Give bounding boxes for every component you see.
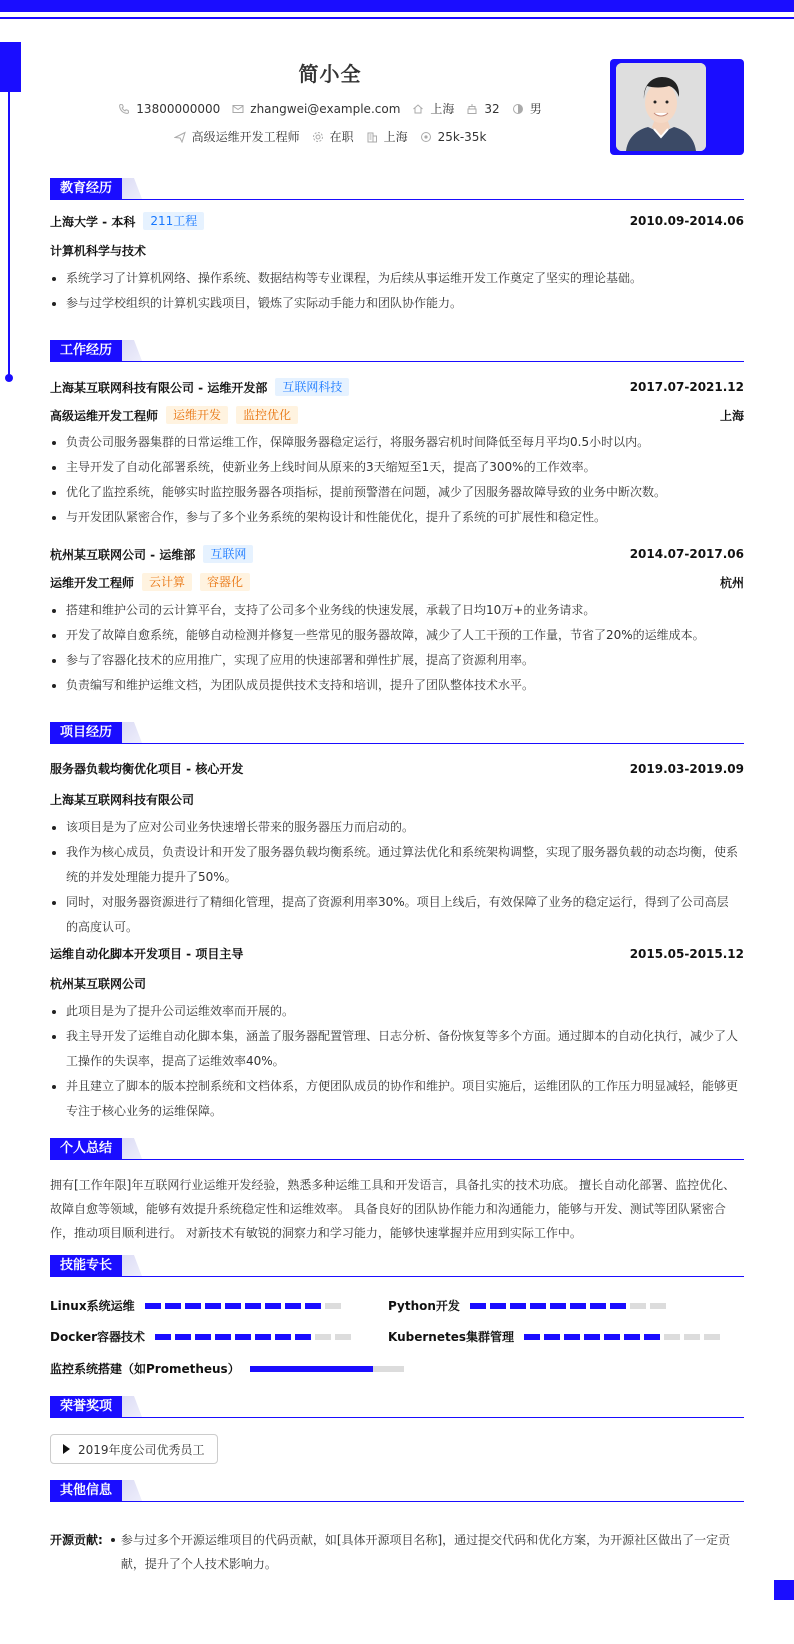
work-bullets [50, 430, 740, 530]
age-icon [466, 103, 478, 115]
other-label: 开源贡献: [50, 1533, 103, 1547]
section-title-tail [122, 1138, 142, 1159]
section-header-summary [50, 1136, 744, 1160]
skill-segment [245, 1303, 261, 1309]
skill-segment [510, 1303, 526, 1309]
section-divider [50, 743, 744, 744]
work-title-row [50, 573, 744, 591]
section-divider [50, 1159, 744, 1160]
building-icon [366, 131, 378, 143]
section-header-skills [50, 1253, 744, 1277]
list-item: 优化了监控系统，能够实时监控服务器各项指标，提前预警潜在问题，减少了因服务器故障导致的业务中断次数。 [50, 480, 740, 505]
section-title-tail [122, 722, 142, 743]
skill-segment [225, 1303, 241, 1309]
company-name: 上海某互联网科技有限公司 - 运维开发部 [50, 380, 268, 395]
list-item: 与开发团队紧密合作，参与了多个业务系统的架构设计和性能优化，提升了系统的可扩展性和稳定性。 [50, 505, 740, 530]
other-text: 参与过多个开源运维项目的代码贡献，如[具体开源项目名称]，通过提交代码和优化方案，为开源社区做出了一定贡献，提升了个人技术影响力。 [103, 1528, 744, 1576]
top-accent-bar [0, 0, 794, 12]
section-title: 荣誉奖项 [50, 1396, 122, 1417]
skill-segment [265, 1303, 281, 1309]
list-item: 同时，对服务器资源进行了精细化管理，提高了资源利用率30%。项目上线后，有效保障了业务的稳定运行，得到了公司高层的高度认可。 [50, 890, 740, 940]
skill-bar-fill [250, 1366, 373, 1372]
skill-bar [145, 1303, 345, 1309]
list-item: 负责公司服务器集群的日常运维工作，保障服务器稳定运行，将服务器宕机时间降低至每月平均0.5小时以内。 [50, 430, 740, 455]
summary-text: 拥有[工作年限]年互联网行业运维开发经验，熟悉多种运维工具和开发语言，具备扎实的技术功底。 擅长自动化部署、监控优化、故障自愈等领域，能够有效提升系统稳定性和运维效率。 具备良好的团队协作能力和沟通能力，能够与开发、测试等团队紧密合作，推动项目顺利进行。 对新技术有敏锐的洞察力和学习能力，能够快速掌握并应用到实际工作中。 [50, 1178, 736, 1240]
skill-segment [550, 1303, 566, 1309]
section-title-tail [122, 340, 142, 361]
email-value: zhangwei@example.com [250, 101, 401, 116]
section-divider [50, 361, 744, 362]
skill-segment [295, 1334, 311, 1340]
project-bullets [50, 999, 740, 1124]
email-item [232, 102, 400, 116]
education-major: 计算机科学与技术 [50, 244, 147, 258]
skill-segment [470, 1303, 486, 1309]
skill-segment [630, 1303, 646, 1309]
skill-segment [704, 1334, 720, 1340]
job-title: 高级运维开发工程师 [50, 408, 159, 423]
education-period: 2010.09-2014.06 [629, 214, 744, 228]
section-title: 其他信息 [50, 1480, 122, 1501]
skill-segment [624, 1334, 640, 1340]
status-value: 在职 [329, 130, 354, 144]
project-name: 服务器负载均衡优化项目 - 核心开发 [50, 762, 244, 776]
skill-segment [570, 1303, 586, 1309]
skill-segment [490, 1303, 506, 1309]
phone-item [118, 102, 220, 116]
candidate-name: 简小全 [298, 62, 362, 86]
list-item: 我作为核心成员，负责设计和开发了服务器负载均衡系统。通过算法优化和系统架构调整，实现了服务器负载的动态均衡，使系统的并发处理能力提升了50%。 [50, 840, 740, 890]
skill-segment [155, 1334, 171, 1340]
section-divider [50, 1501, 744, 1502]
skill-item [50, 1297, 345, 1314]
skill-segment [584, 1334, 600, 1340]
project-bullets [50, 815, 740, 940]
work-row [50, 378, 744, 396]
gender-value: 男 [529, 102, 542, 116]
skill-name: Python开发 [388, 1299, 460, 1313]
list-item: 此项目是为了提升公司运维效率而开展的。 [50, 999, 740, 1024]
section-title: 技能专长 [50, 1255, 122, 1276]
education-bullets [50, 266, 740, 316]
skill-segment [604, 1334, 620, 1340]
work-city: 上海 [719, 408, 744, 423]
contact-row [0, 100, 660, 117]
target-job-value: 高级运维开发工程师 [191, 130, 300, 144]
salary-item [420, 130, 487, 144]
skill-item [388, 1328, 724, 1345]
gender-icon [512, 103, 524, 115]
list-item: 参与过学校组织的计算机实践项目，锻炼了实际动手能力和团队协作能力。 [50, 291, 740, 316]
play-triangle-icon [63, 1444, 70, 1454]
section-header-other [50, 1478, 744, 1502]
skill-segment [275, 1334, 291, 1340]
skill-segment [684, 1334, 700, 1340]
skill-segment [650, 1303, 666, 1309]
section-header-work [50, 338, 744, 362]
job-tag: 容器化 [200, 573, 250, 591]
list-item: 并且建立了脚本的版本控制系统和文档体系，方便团队成员的协作和维护。项目实施后，运维团队的工作压力明显减轻，能够更专注于核心业务的运维保障。 [50, 1074, 740, 1124]
skill-segment [530, 1303, 546, 1309]
work-period: 2017.07-2021.12 [629, 380, 744, 394]
skill-segment [235, 1334, 251, 1340]
job-icon [174, 131, 186, 143]
project-period: 2019.03-2019.09 [629, 761, 744, 776]
section-divider [50, 199, 744, 200]
skill-name: Linux系统运维 [50, 1299, 135, 1313]
target-city-item [366, 128, 408, 145]
age-value: 32 [484, 101, 500, 116]
skill-segment [215, 1334, 231, 1340]
skill-segment [524, 1334, 540, 1340]
skill-item [388, 1297, 670, 1314]
location-value: 上海 [430, 102, 455, 116]
skill-segment [644, 1334, 660, 1340]
skill-segment [544, 1334, 560, 1340]
skill-bar [524, 1334, 724, 1340]
project-row [50, 945, 744, 962]
skill-item [50, 1360, 404, 1377]
skill-segment [175, 1334, 191, 1340]
work-city: 杭州 [719, 575, 744, 590]
gender-item [512, 100, 542, 117]
award-label: 2019年度公司优秀员工 [78, 1442, 205, 1457]
location-item [412, 100, 454, 117]
list-item: 搭建和维护公司的云计算平台，支持了公司多个业务线的快速发展，承载了日均10万+的业务请求。 [50, 598, 740, 623]
skill-segment [195, 1334, 211, 1340]
section-title: 工作经历 [50, 340, 122, 361]
mail-icon [232, 103, 244, 115]
skill-segment [325, 1303, 341, 1309]
work-row [50, 545, 744, 563]
section-header-projects [50, 720, 744, 744]
education-row [50, 212, 744, 230]
target-city-value: 上海 [383, 130, 408, 144]
section-title-tail [122, 178, 142, 199]
work-bullets [50, 598, 740, 698]
skill-segment [610, 1303, 626, 1309]
section-divider [50, 1417, 744, 1418]
corner-accent-square [774, 1580, 794, 1600]
skill-segment [305, 1303, 321, 1309]
list-item: 参与了容器化技术的应用推广，实现了应用的快速部署和弹性扩展，提高了资源利用率。 [50, 648, 740, 673]
skill-segment [145, 1303, 161, 1309]
salary-icon [420, 131, 432, 143]
status-item [312, 128, 354, 145]
skill-segment [335, 1334, 351, 1340]
section-title: 教育经历 [50, 178, 122, 199]
job-row [0, 128, 660, 145]
age-item [466, 102, 499, 116]
company-tag: 互联网 [203, 545, 253, 563]
status-icon [312, 131, 324, 143]
job-title: 运维开发工程师 [50, 575, 135, 590]
skill-bar [155, 1334, 355, 1340]
work-title-row [50, 406, 744, 424]
list-item: 开发了故障自愈系统，能够自动检测并修复一些常见的服务器故障，减少了人工干预的工作量，节省了20%的运维成本。 [50, 623, 740, 648]
list-item: 负责编写和维护运维文档，为团队成员提供技术支持和培训，提升了团队整体技术水平。 [50, 673, 740, 698]
section-title-tail [122, 1480, 142, 1501]
skill-segment [255, 1334, 271, 1340]
section-title: 项目经历 [50, 722, 122, 743]
school-name: 上海大学 - 本科 [50, 214, 136, 229]
project-company: 杭州某互联网公司 [50, 977, 147, 991]
skill-name: 监控系统搭建（如Prometheus） [50, 1362, 240, 1376]
skill-segment [165, 1303, 181, 1309]
section-title: 个人总结 [50, 1138, 122, 1159]
skill-item [50, 1328, 355, 1345]
list-item: 该项目是为了应对公司业务快速增长带来的服务器压力而启动的。 [50, 815, 740, 840]
skill-name: Kubernetes集群管理 [388, 1330, 514, 1344]
skill-segment [315, 1334, 331, 1340]
phone-value: 13800000000 [136, 101, 221, 116]
school-tag: 211工程 [143, 212, 204, 230]
target-job-item [174, 128, 300, 145]
other-info [50, 1528, 744, 1576]
list-item: 我主导开发了运维自动化脚本集，涵盖了服务器配置管理、日志分析、备份恢复等多个方面。通过脚本的自动化执行，减少了人工操作的失误率，提高了运维效率40%。 [50, 1024, 740, 1074]
skill-segment [590, 1303, 606, 1309]
company-tag: 互联网科技 [275, 378, 349, 396]
salary-value: 25k-35k [437, 129, 487, 144]
job-tag: 运维开发 [166, 406, 228, 424]
skill-name: Docker容器技术 [50, 1330, 146, 1344]
skill-segment [185, 1303, 201, 1309]
section-title-tail [122, 1396, 142, 1417]
skill-bar [470, 1303, 670, 1309]
section-divider [50, 1276, 744, 1277]
section-header-awards [50, 1394, 744, 1418]
avatar-frame [610, 59, 744, 155]
project-name: 运维自动化脚本开发项目 - 项目主导 [50, 947, 244, 961]
skill-segment [664, 1334, 680, 1340]
skill-bar [250, 1366, 404, 1372]
award-item [50, 1434, 218, 1464]
work-period: 2014.07-2017.06 [629, 547, 744, 561]
skill-segment [285, 1303, 301, 1309]
project-company: 上海某互联网科技有限公司 [50, 793, 195, 807]
project-period: 2015.05-2015.12 [629, 946, 744, 961]
avatar [616, 63, 706, 151]
project-row [50, 760, 744, 777]
top-accent-line [0, 17, 794, 19]
company-name: 杭州某互联网公司 - 运维部 [50, 547, 196, 562]
skill-segment [564, 1334, 580, 1340]
job-tag: 监控优化 [236, 406, 298, 424]
skill-segment [205, 1303, 221, 1309]
home-icon [412, 103, 424, 115]
list-item: 主导开发了自动化部署系统，使新业务上线时间从原来的3天缩短至1天，提高了300%的工作效率。 [50, 455, 740, 480]
left-accent-dot [5, 374, 13, 382]
section-header-education [50, 176, 744, 200]
job-tag: 云计算 [142, 573, 192, 591]
section-title-tail [122, 1255, 142, 1276]
list-item: 系统学习了计算机网络、操作系统、数据结构等专业课程，为后续从事运维开发工作奠定了坚实的理论基础。 [50, 266, 740, 291]
phone-icon [118, 103, 130, 115]
